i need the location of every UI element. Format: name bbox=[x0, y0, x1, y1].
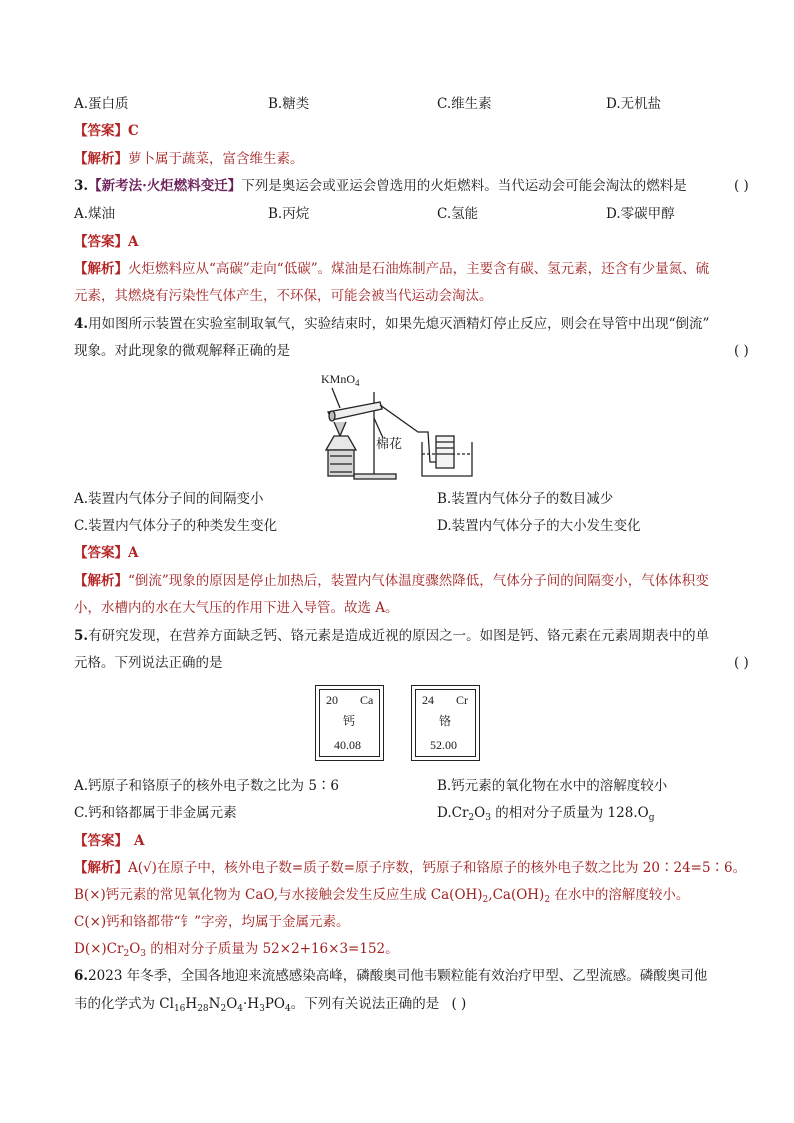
apparatus-drawing bbox=[318, 372, 478, 482]
q6-answer-blank: ( ) bbox=[451, 996, 467, 1012]
q3-option-d: D.零碳甲醇 bbox=[606, 206, 675, 222]
cr-name: 铬 bbox=[439, 714, 452, 728]
q4-analysis-line1: 【解析】“倒流”现象的原因是停止加热后，装置内气体温度骤然降低，气体分子间的间隔变小，气体体积变 bbox=[74, 573, 709, 589]
q3-analysis-line2: 元素，其燃烧有污染性气体产生，不环保，可能会被当代运动会淘汰。 bbox=[74, 288, 493, 304]
q2-option-d: D.无机盐 bbox=[606, 96, 662, 112]
q5-answer-blank: ( ) bbox=[734, 655, 749, 671]
q6-stem-line1: 6.2023 年冬季，全国各地迎来流感感染高峰，磷酸奥司他韦颗粒能有效治疗甲型、乙型流感。磷酸奥司他 bbox=[74, 968, 708, 984]
q4-stem-line2: 现象。对此现象的微观解释正确的是 bbox=[74, 343, 290, 359]
ca-symbol: Ca bbox=[360, 693, 374, 707]
ca-mass: 40.08 bbox=[334, 738, 361, 752]
q3-analysis-line1: 【解析】火炬燃料应从“高碳”走向“低碳”。煤油是石油炼制产品，主要含有碳、氢元素，还含有少量氮、硫 bbox=[74, 261, 710, 277]
q4-option-c: C.装置内气体分子的种类发生变化 bbox=[74, 518, 278, 534]
q4-option-a: A.装置内气体分子间的间隔变小 bbox=[74, 491, 264, 507]
q2-option-c: C.维生素 bbox=[437, 96, 492, 112]
q5-stem-line1: 5.有研究发现，在营养方面缺乏钙、铬元素是造成近视的原因之一。如图是钙、铬元素在元素周期表中的单 bbox=[74, 628, 710, 644]
kmno4-label: KMnO$_4$ bbox=[321, 372, 360, 388]
ca-atomic-number: 20 bbox=[326, 693, 338, 707]
q3-stem: 3.【新考法·火炬燃料变迁】下列是奥运会或亚运会曾选用的火炬燃料。当代运动会可能会淘汰的燃料是 bbox=[74, 178, 687, 194]
q4-option-d: D.装置内气体分子的大小发生变化 bbox=[437, 518, 641, 534]
q5-answer: 【答案】 A bbox=[74, 833, 145, 849]
q5-analysis-b: B(×)钙元素的常见氧化物为 CaO,与水接触会发生反应生成 $Ca(OH)_2,Ca(OH)_2$ 在水中的溶解度较小。 bbox=[74, 887, 690, 905]
q6-stem-line2: 韦的化学式为 $Cl_{16}H_{28}N_2O_4\cdot H_3PO_4$。下列有关说法正确的是 ( ) bbox=[74, 996, 467, 1014]
chromium-element-cell bbox=[411, 685, 480, 761]
q4-apparatus-figure bbox=[318, 372, 478, 482]
cr-symbol: Cr bbox=[456, 693, 468, 707]
calcium-element-cell bbox=[315, 685, 384, 761]
q3-answer: 【答案】A bbox=[74, 234, 139, 250]
ca-name: 钙 bbox=[343, 714, 356, 728]
cotton-label: 棉花 bbox=[376, 437, 403, 452]
q4-analysis-line2: 小，水槽内的水在大气压的作用下进入导管。故选 A。 bbox=[74, 600, 399, 616]
q4-answer: 【答案】A bbox=[74, 545, 139, 561]
q5-stem-line2: 元格。下列说法正确的是 bbox=[74, 655, 223, 671]
q5-analysis-c: C(×)钙和铬都带“钅”字旁，均属于金属元素。 bbox=[74, 914, 350, 930]
q5-option-c: C.钙和铬都属于非金属元素 bbox=[74, 805, 237, 821]
q4-stem-line1: 4.用如图所示装置在实验室制取氧气，实验结束时，如果先熄灭酒精灯停止反应，则会在导管中出现“倒流” bbox=[74, 316, 710, 332]
q3-option-a: A.煤油 bbox=[74, 206, 116, 222]
q2-analysis: 【解析】萝卜属于蔬菜，富含维生素。 bbox=[74, 151, 304, 167]
q3-answer-blank: ( ) bbox=[734, 178, 749, 194]
q5-option-a: A.钙原子和铬原子的核外电子数之比为 5∶6 bbox=[74, 778, 340, 794]
q2-option-a: A.蛋白质 bbox=[74, 96, 129, 112]
q5-option-d: $D.Cr_2O_3$ 的相对分子质量为 $128.O_g$ bbox=[437, 805, 655, 823]
q3-option-c: C.氢能 bbox=[437, 206, 479, 222]
cr-atomic-number: 24 bbox=[422, 693, 434, 707]
q5-analysis-a: 【解析】A(√)在原子中，核外电子数=质子数=原子序数，钙原子和铬原子的核外电子数之比为 20∶24=5∶6。 bbox=[74, 860, 747, 876]
q4-answer-blank: ( ) bbox=[734, 343, 749, 359]
q2-answer: 【答案】C bbox=[74, 123, 139, 139]
q4-option-b: B.装置内气体分子的数目减少 bbox=[437, 491, 614, 507]
q2-option-b: B.糖类 bbox=[268, 96, 310, 112]
q5-analysis-d: $D(\times)Cr_2O_3$ 的相对分子质量为 52×2+16×3=152。 bbox=[74, 941, 399, 959]
q5-option-b: B.钙元素的氧化物在水中的溶解度较小 bbox=[437, 778, 668, 794]
q3-option-b: B.丙烷 bbox=[268, 206, 310, 222]
cr-mass: 52.00 bbox=[430, 738, 457, 752]
